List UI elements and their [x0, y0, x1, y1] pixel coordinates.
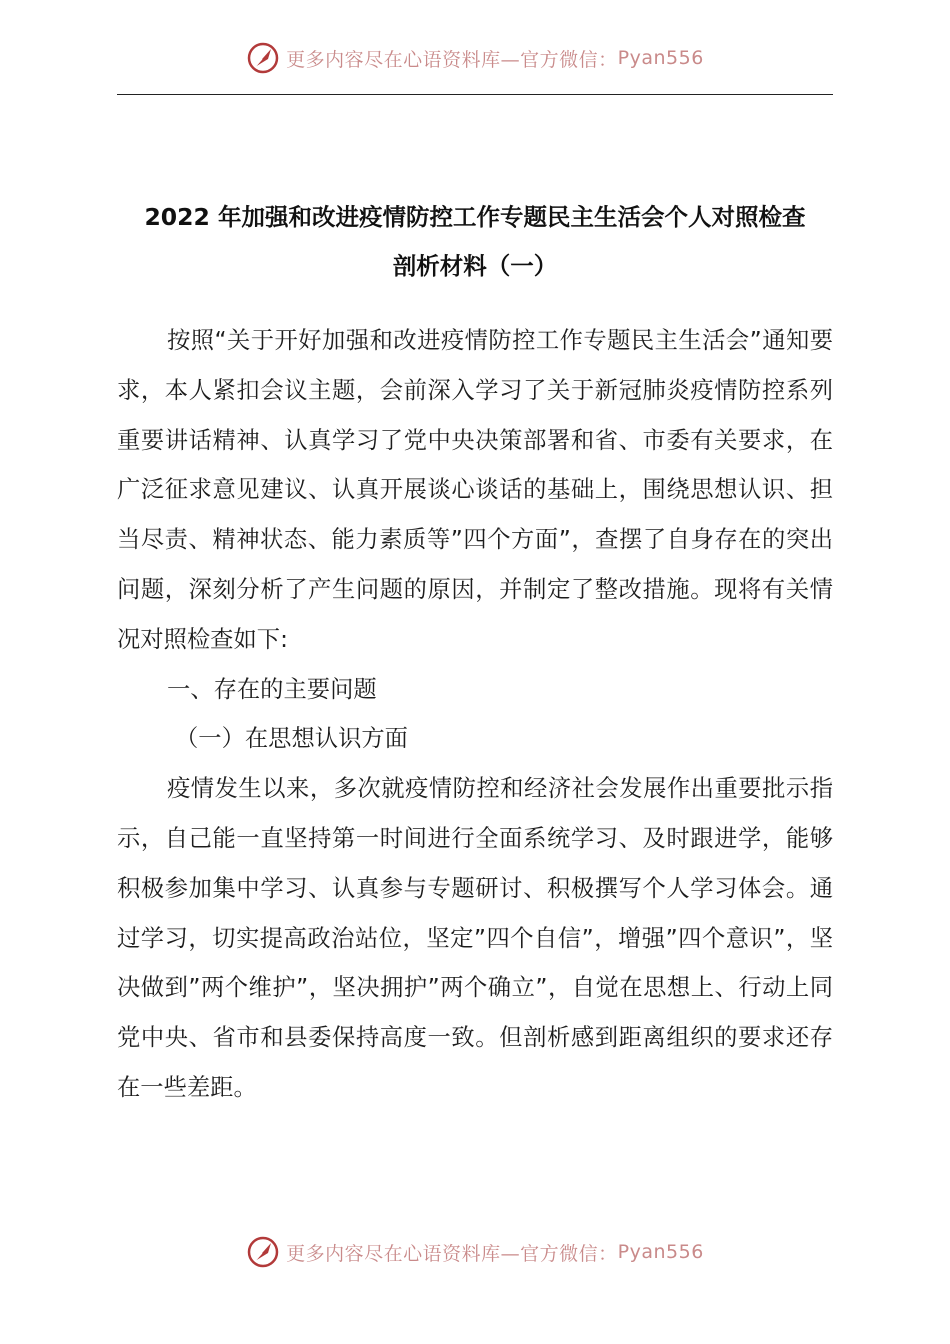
document-title-line-2: 剖析材料（一）	[392, 252, 558, 280]
document-title-line-1: 2022 年加强和改进疫情防控工作专题民主生活会个人对照检查	[144, 203, 806, 231]
section-heading-main-problems: 一、存在的主要问题	[167, 675, 377, 703]
body-paragraph-ideological: 疫情发生以来，多次就疫情防控和经济社会发展作出重要批示指示，自己能一直坚持第一时间进行全面系统学习、及时跟进学，能够积极参加集中学习、认真参与专题研讨、积极撰写个人学习体会。通过学习，切实提高政治站位，坚定”四个自信”，增强”四个意识”，坚决做到”两个维护”，坚决拥护”两个确立”，自觉在思想上、行动上同党中央、省市和县委保持高度一致。但剖析感到距离组织的要求还存在一些差距。	[117, 775, 833, 1101]
document-body	[117, 316, 833, 1113]
footer-watermark-banner	[0, 1232, 950, 1272]
banner-text: 更多内容尽在心语资料库—官方微信：	[286, 1242, 618, 1265]
header-divider	[117, 94, 833, 95]
feather-pen-logo-icon	[246, 1235, 280, 1269]
banner-text: 更多内容尽在心语资料库—官方微信：	[286, 48, 618, 71]
header-watermark-banner	[0, 38, 950, 78]
banner-wechat-id: Pyan556	[617, 1241, 704, 1263]
feather-pen-logo-icon	[246, 41, 280, 75]
banner-wechat-id: Pyan556	[617, 47, 704, 69]
body-paragraph-intro: 按照“关于开好加强和改进疫情防控工作专题民主生活会”通知要求，本人紧扣会议主题，会前深入学习了关于新冠肺炎疫情防控系列重要讲话精神、认真学习了党中央决策部署和省、市委有关要求，在广泛征求意见建议、认真开展谈心谈话的基础上，围绕思想认识、担当尽责、精神状态、能力素质等”四个方面”，查摆了自身存在的突出问题，深刻分析了产生问题的原因，并制定了整改措施。现将有关情况对照检查如下:	[117, 327, 833, 653]
subsection-heading-ideological: （一）在思想认识方面	[175, 725, 408, 753]
